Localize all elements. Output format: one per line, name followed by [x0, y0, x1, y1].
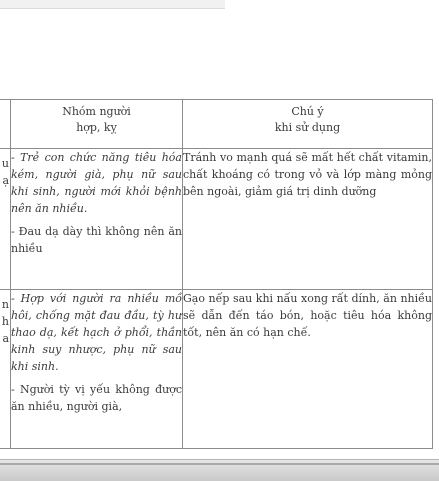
page-bottom-edge-line: [0, 463, 439, 465]
table-row: [0, 290, 433, 449]
header-usage-notes-line1: Chú ý: [291, 105, 324, 118]
cut-cell: [0, 290, 11, 449]
header-target-group-line2: hợp, kỵ: [76, 120, 117, 134]
target-group-paragraph: - Người tỳ vị yếu không được ăn nhiều, người già,: [11, 383, 182, 414]
usage-notes-cell: [183, 149, 433, 290]
header-cell-usage-notes: [183, 100, 433, 149]
header-usage-notes-line2: khi sử dụng: [274, 120, 341, 134]
header-cell-target-group: [11, 100, 183, 149]
target-group-cell: [11, 149, 183, 290]
target-group-cell: [11, 290, 183, 449]
cut-fragment: h: [1, 315, 9, 329]
cut-fragment: u: [1, 157, 9, 170]
header-cell-cut: [0, 100, 11, 149]
table-header-row: [0, 100, 433, 149]
cut-fragment: ạ: [2, 174, 9, 188]
target-group-paragraph: - Trẻ con chức năng tiêu hóa kém, người già, phụ nữ sau khi sinh, người mới khỏi bệnh nên ăn nhiều.: [11, 151, 182, 216]
usage-notes-cell: [183, 290, 433, 449]
top-edge-shadow: [0, 0, 225, 9]
usage-notes-paragraph: Tránh vo mạnh quá sẽ mất hết chất vitamin, chất khoáng có trong vỏ và lớp màng mỏng bên ngoài, giảm giá trị dinh dưỡng: [183, 151, 432, 199]
cut-fragment: n: [1, 298, 9, 311]
cut-fragment: a: [2, 332, 9, 346]
page-bottom-edge: [0, 459, 439, 481]
header-target-group-line1: Nhóm người: [62, 105, 131, 118]
food-usage-table: [0, 99, 433, 449]
target-group-paragraph: - Hợp với người ra nhiều mồ hôi, chống mặt đau đầu, tỳ hư thao dạ, kết hạch ở phổi, thần kinh suy nhược, phụ nữ sau khi sinh.: [11, 292, 182, 374]
target-group-paragraph: - Đau dạ dày thì không nên ăn nhiều: [11, 225, 182, 256]
usage-notes-paragraph: Gạo nếp sau khi nấu xong rất dính, ăn nhiều sẽ dẫn đến táo bón, hoặc tiêu hóa không tốt, nên ăn có hạn chế.: [183, 292, 432, 340]
table-row: [0, 149, 433, 290]
cut-cell: [0, 149, 11, 290]
